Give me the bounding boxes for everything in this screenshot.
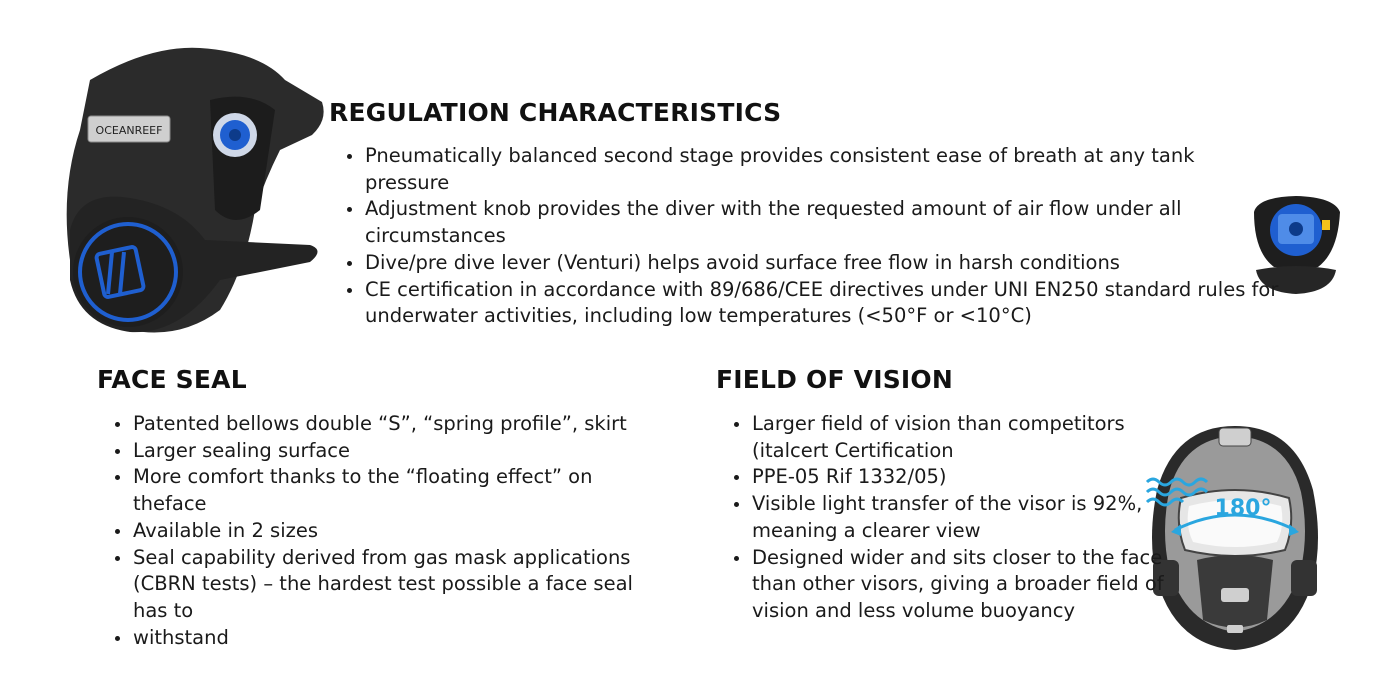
list-item: • CE certification in accordance with 89/686/CEE directives under UNI EN250 standard rules for underwater activities, including low temperatures (<50°F or <10°C)	[364, 277, 1284, 330]
regulator-brand-label: OCEANREEF	[95, 124, 163, 137]
list-item: • Pneumatically balanced second stage provides consistent ease of breath at any tank pressure	[364, 143, 1284, 196]
list-item: • Visible light transfer of the visor is 92%, meaning a clearer view	[751, 491, 1191, 544]
list-item: • Available in 2 sizes	[132, 518, 652, 545]
list-item: • Designed wider and sits closer to the face than other visors, giving a broader field of vision and less volume buoyancy	[751, 545, 1191, 625]
list-item: • PPE-05 Rif 1332/05)	[751, 464, 1191, 491]
list-item: • Adjustment knob provides the diver with the requested amount of air flow under all circumstances	[364, 196, 1284, 249]
regulator-second-stage-image	[60, 40, 330, 350]
list-item: • Seal capability derived from gas mask applications (CBRN tests) – the hardest test possible a face seal has to	[132, 545, 652, 625]
list-item: • Patented bellows double “S”, “spring profile”, skirt	[132, 411, 652, 438]
list-item: • withstand	[132, 625, 652, 652]
field-of-vision-list	[718, 411, 1191, 625]
regulation-heading: REGULATION CHARACTERISTICS	[329, 98, 782, 127]
mask-angle-label: 180°	[1214, 496, 1272, 521]
list-item: • Dive/pre dive lever (Venturi) helps avoid surface free flow in harsh conditions	[364, 250, 1284, 277]
face-seal-heading: FACE SEAL	[97, 365, 247, 394]
field-of-vision-heading: FIELD OF VISION	[716, 365, 954, 394]
list-item: • More comfort thanks to the “floating effect” on theface	[132, 464, 652, 517]
regulation-list	[331, 143, 1284, 330]
face-seal-list	[99, 411, 652, 651]
list-item: • Larger sealing surface	[132, 438, 652, 465]
list-item: • Larger field of vision than competitors (italcert Certification	[751, 411, 1191, 464]
